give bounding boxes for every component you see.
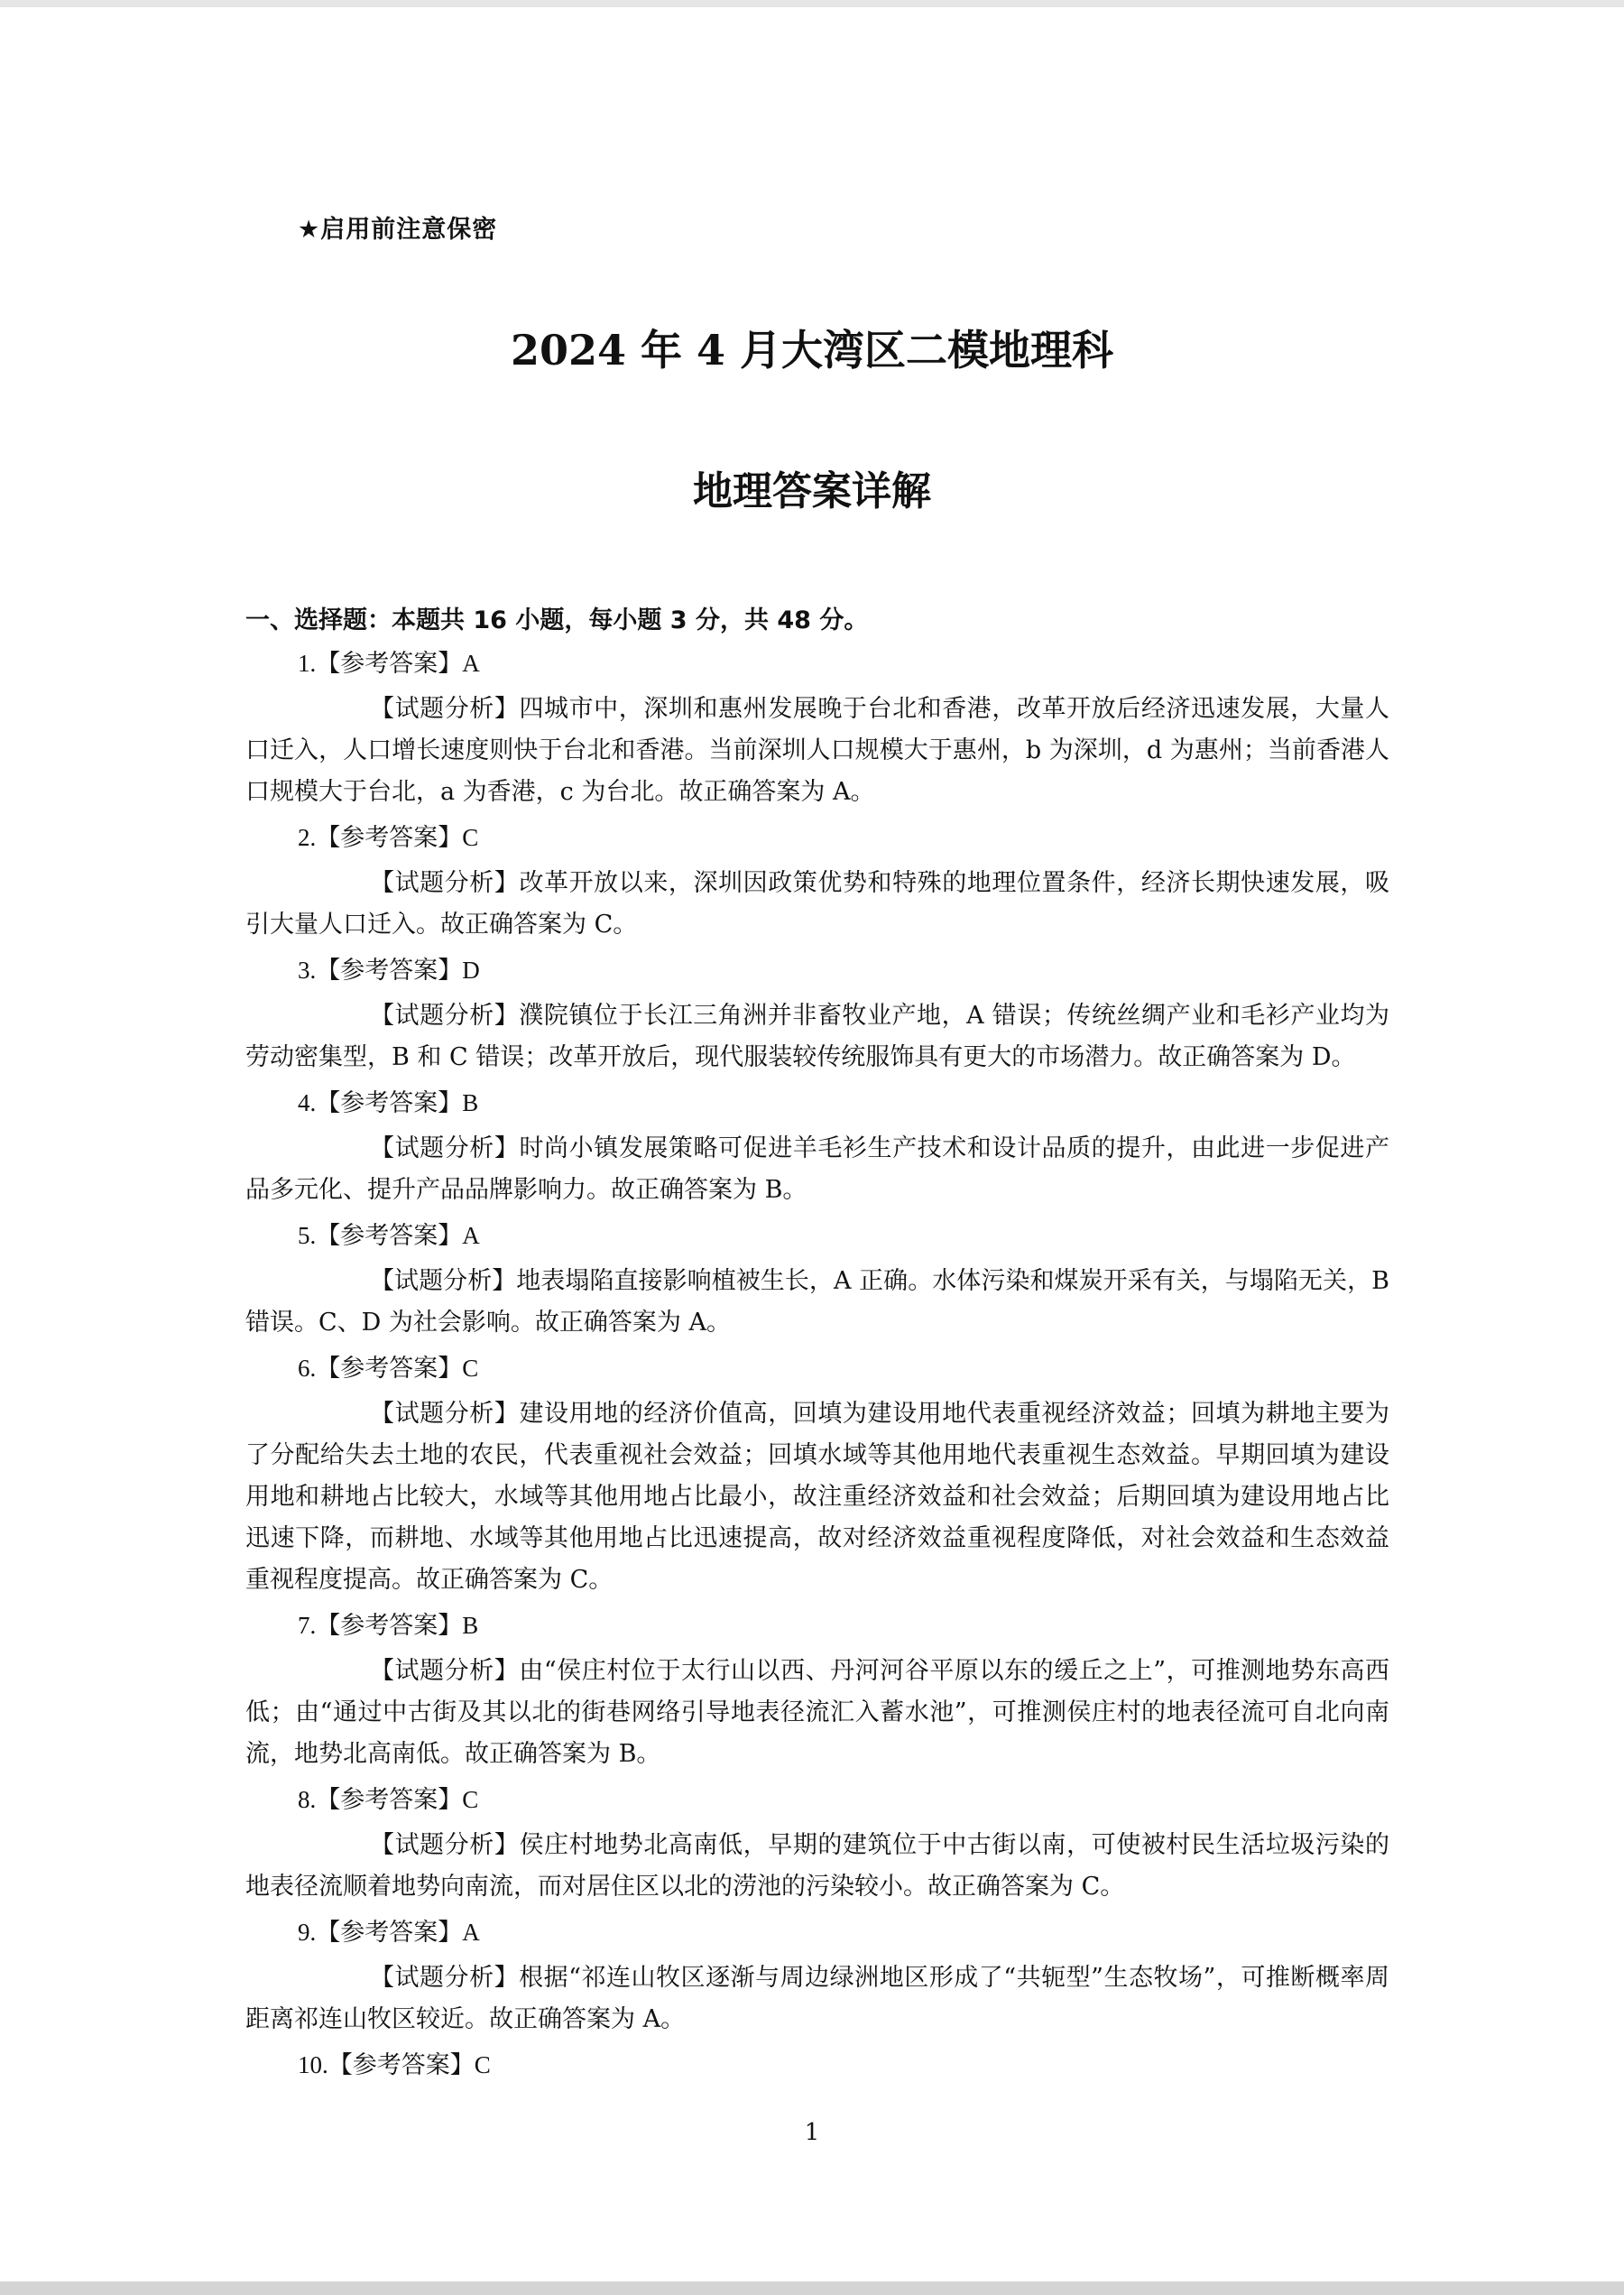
answer-line (298, 1781, 1389, 1818)
answer-value: A (462, 650, 480, 677)
question-list (245, 645, 1389, 2084)
question-item (245, 1607, 1389, 1775)
analysis-paragraph: 【试题分析】侯庄村地势北高南低，早期的建筑位于中古街以南，可使被村民生活垃圾污染的地表径流顺着地势向南流，而对居住区以北的涝池的污染较小。故正确答案为 C。 (245, 1831, 1389, 1901)
question-number: 7. (298, 1612, 317, 1639)
question-item (245, 1085, 1389, 1211)
page-subtitle: 地理答案详解 (693, 468, 931, 514)
answer-value: C (474, 2051, 491, 2078)
answer-value: D (462, 957, 480, 984)
question-item (245, 1217, 1389, 1344)
answer-line (298, 1350, 1389, 1387)
question-number: 8. (298, 1786, 317, 1813)
analysis-paragraph: 【试题分析】改革开放以来，深圳因政策优势和特殊的地理位置条件，经济长期快速发展，吸引大量人口迁入。故正确答案为 C。 (245, 869, 1389, 939)
answer-label: 【参考答案】 (316, 824, 463, 852)
answer-label: 【参考答案】 (316, 1919, 463, 1947)
answer-line (298, 819, 1389, 856)
answer-value: C (462, 824, 479, 851)
analysis-paragraph: 【试题分析】四城市中，深圳和惠州发展晚于台北和香港，改革开放后经济迅速发展，大量人口迁入，人口增长速度则快于台北和香港。当前深圳人口规模大于惠州，b 为深圳，d 为惠州；当前香港人口规模大于台北，a 为香港，c 为台北。故正确答案为 A。 (245, 695, 1389, 806)
answer-label: 【参考答案】 (316, 1786, 463, 1814)
document-body (245, 603, 1389, 2090)
question-number: 2. (298, 824, 317, 851)
answer-value: C (462, 1355, 479, 1382)
answer-value: B (462, 1612, 479, 1639)
answer-line (298, 1217, 1389, 1254)
answer-label: 【参考答案】 (316, 957, 463, 985)
question-item (245, 819, 1389, 946)
question-number: 10. (298, 2051, 328, 2078)
question-number: 6. (298, 1355, 317, 1382)
answer-value: A (462, 1222, 480, 1249)
confidential-notice: ★启用前注意保密 (298, 216, 498, 244)
answer-line (298, 1085, 1389, 1122)
page-title: 2024 年 4 月大湾区二模地理科 (510, 326, 1114, 375)
analysis-paragraph: 【试题分析】由“侯庄村位于太行山以西、丹河河谷平原以东的缓丘之上”，可推测地势东高西低；由“通过中古街及其以北的街巷网络引导地表径流汇入蓄水池”，可推测侯庄村的地表径流可自北向南流，地势北高南低。故正确答案为 B。 (245, 1657, 1389, 1768)
question-item (245, 952, 1389, 1078)
analysis-paragraph: 【试题分析】濮院镇位于长江三角洲并非畜牧业产地，A 错误；传统丝绸产业和毛衫产业均为劳动密集型，B 和 C 错误；改革开放后，现代服装较传统服饰具有更大的市场潜力。故正确答案为 D。 (245, 1002, 1389, 1071)
analysis-paragraph: 【试题分析】时尚小镇发展策略可促进羊毛衫生产技术和设计品质的提升，由此进一步促进产品多元化、提升产品品牌影响力。故正确答案为 B。 (245, 1134, 1389, 1204)
question-item (245, 1781, 1389, 1908)
answer-line (298, 1914, 1389, 1951)
question-number: 9. (298, 1919, 317, 1946)
answer-value: B (462, 1089, 479, 1116)
answer-label: 【参考答案】 (316, 1612, 463, 1640)
top-edge-bar (0, 0, 1624, 7)
answer-line (298, 2047, 1389, 2084)
bottom-edge-bar (0, 2281, 1624, 2295)
page-number: 1 (804, 2119, 820, 2146)
question-item (245, 1914, 1389, 2041)
answer-label: 【参考答案】 (316, 1222, 463, 1250)
question-number: 5. (298, 1222, 317, 1249)
answer-line (298, 645, 1389, 682)
analysis-paragraph: 【试题分析】地表塌陷直接影响植被生长，A 正确。水体污染和煤炭开采有关，与塌陷无关，B 错误。C、D 为社会影响。故正确答案为 A。 (245, 1267, 1389, 1337)
answer-label: 【参考答案】 (328, 2051, 475, 2079)
question-number: 1. (298, 650, 317, 677)
answer-value: A (462, 1919, 480, 1946)
analysis-paragraph: 【试题分析】根据“祁连山牧区逐渐与周边绿洲地区形成了“共轭型”生态牧场”，可推断概率周距离祁连山牧区较近。故正确答案为 A。 (245, 1964, 1389, 2033)
answer-label: 【参考答案】 (316, 1089, 463, 1117)
section-heading: 一、选择题：本题共 16 小题，每小题 3 分，共 48 分。 (245, 606, 869, 634)
answer-label: 【参考答案】 (316, 1355, 463, 1383)
analysis-paragraph: 【试题分析】建设用地的经济价值高，回填为建设用地代表重视经济效益；回填为耕地主要为了分配给失去土地的农民，代表重视社会效益；回填水域等其他用地代表重视生态效益。早期回填为建设用地和耕地占比较大，水域等其他用地占比最小，故注重经济效益和社会效益；后期回填为建设用地占比迅速下降，而耕地、水域等其他用地占比迅速提高，故对经济效益重视程度降低，对社会效益和生态效益重视程度提高。故正确答案为 C。 (245, 1400, 1389, 1594)
question-number: 4. (298, 1089, 317, 1116)
answer-value: C (462, 1786, 479, 1813)
answer-line (298, 1607, 1389, 1644)
question-item (245, 1350, 1389, 1601)
question-item (245, 645, 1389, 813)
answer-label: 【参考答案】 (316, 650, 463, 678)
answer-line (298, 952, 1389, 989)
question-item (245, 2047, 1389, 2084)
question-number: 3. (298, 957, 317, 984)
